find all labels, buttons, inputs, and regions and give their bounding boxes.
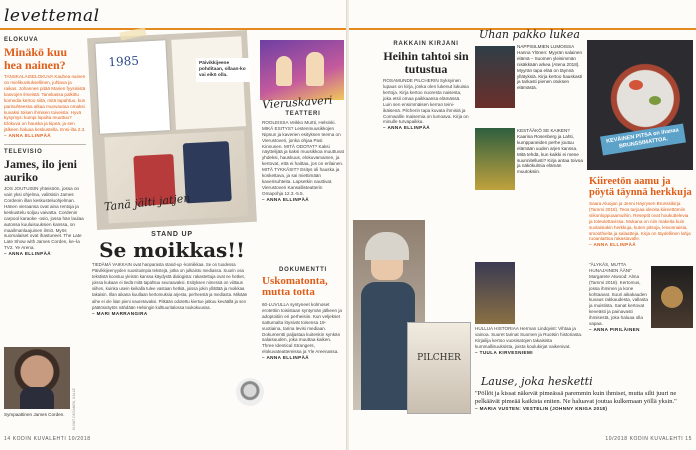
standup-body: TIEDÄMÄ VAIKKAIN ovat hanparasta stand-up -komiikkaa. Se on tuodessa Päivikkijeenyyden suosituimpia tekstejä, jotka on julkaistu mediassa. Suurin osa tekstistä koostuu yleisön kanssa käydystä dialogista: rakastettuja ovat ne hetket, joissa kukaan ei tiedä mitä tapahtuu seuraavaksi. Esityksen nimessä on viittaus siihen, kuinka usein keikalla tulee vastaan hetkiä, joissa jokin yllättää ja moikkaa takaisin. Illan aikana kuullaan kertomuksia arjesta, perheestä ja mediasta. Mikään aihe ei ole liian pieni nauretavaksi. Pitkään odotettu kiertue jatkuu keväällä ja sen päätösnäytös nähdään Helsingin kulttuuritalossa toukokuussa. — [92, 262, 248, 310]
dokumentti-kicker: DOKUMENTTI — [279, 267, 327, 273]
kirjat-headline: Heihin tahtoi sin tutustua — [383, 48, 469, 76]
page-number-right: 10/2018 KODIN KUVALEHTI 15 — [605, 436, 692, 442]
televisio-body: JOS JOUTUISIN yhteisöön, jossa on vain yksi ohjelma, valitsisin James Cordenin illan keskusteluohjelman. Hänen vieraansa ovat aina rentoja ja keskustelu soljuu vaivatta. Cordenin carpool karaoke -osio, jossa hän laulaa autossa kuuluisuuksien kanssa, on maailmanlaajuinen ilmiö. Myös suomalaiset ovat ihastuneet. The Late Late Show with James Corden, ke–la TV2. Ye Arena. — [4, 186, 84, 251]
kestaako-book-cover — [475, 128, 515, 190]
myyra-book-cover — [475, 46, 515, 108]
notebook-caption: Päivikkijeene pohditaan, ollaan-ko vai eikö olla. — [196, 58, 250, 82]
notebook-handwritten-label: Tanä jälti jatjen — [103, 191, 191, 214]
kirjat-byline: – ANNA ELLINPÄÄ — [383, 125, 431, 131]
quote-block — [475, 390, 685, 412]
hullua-book-cover — [475, 262, 515, 324]
corden-caption: Sympaattinen James Corden. — [4, 412, 65, 417]
dokumentti-body: 60-LUVULLA syntyneet kolmoset erotettiin toisistaan syntymän jälkeen ja adoptoitiin eri perheisiin. Kun veljekset sattumalta löysivät toisensa 19-vuotiaina, tarina levisi mediaan. Dokumentti paljastaa kuitenkin synkän salaisuuden, joka muuttaa kaiken. Three Identical Strangers, elokuvateattereissa ja Yle Areenassa. — [262, 302, 342, 355]
alma-body: "ÄLYKÄS, MUTTA HUNAJAINEN ÄÄNI" Margarete Atwood: Alma (Tammi 2018). Kertomus, jossa ihminen ja kone kohtaavat. Suuri aikakauden kuvaus rakkaudesta, vallasta ja muistista. Sanat kertovat keveästi ja painavasti ihmisestä, joka haluaa olla vapaa. — [589, 262, 648, 327]
televisio-headline: James, ilo jeni auriko — [4, 156, 77, 184]
hullua-text: HULLUA HISTORIAA Herman Lindqvist: Vihtaa ja vainoa. Suuret tarinat Suomen ja Ruotsin historiasta. Kirjailija kertoo vuosisatojen takaisista kummallisuuksista, joista koulukirjat vaikenivat. — [475, 326, 583, 349]
corden-photo — [4, 347, 70, 409]
photo-credit: KUVAT OKSANEN, KALLE — [72, 387, 76, 430]
kirjat-body: ROSAMUNDE PILCHERIN Syksyinen lupaus on kirja, jonka olen lukenut lukuisia kertoja. Kirja kertoo nuoresta naisesta, joka etsii omaa paikkaansa elämässä. Luin sen ensimmäisen kerran teini-ikäisenä. Pilcherin tapa kuvata ihmisiä ja Cornwallin maisemia on lumoava. Kirja on minulle turvapaikka. — [383, 78, 469, 125]
teatteri-handwritten-label: Vieruskaveri — [261, 93, 333, 112]
teatteri-byline: – ANNA ELLINPÄÄ — [262, 196, 310, 202]
right-page — [349, 0, 696, 450]
quote-text: "Pöllöt ja kissat näkevät pimeässä paremmin kuin ihmiset, mutta silti juuri ne pelkäävät pimeää kaikista eniten. Ne haluavat joutua kulkemaan yöllä yksin." — [475, 390, 677, 405]
alma-column — [589, 262, 649, 333]
left-page — [0, 0, 347, 450]
cookbook-headline: Kiireetön aamu ja pöytä täynnä herkkuja — [589, 176, 692, 199]
pilcher-book-cover: PILCHER — [407, 322, 471, 414]
elokuva-headline: Minäkö kuu hea nainen? — [4, 44, 68, 72]
standup-kicker: STAND UP — [151, 231, 193, 238]
dokumentti-headline: Uskomatonta, mutta totta — [262, 274, 328, 299]
alma-byline: – ANNA PIRILÄINEN — [589, 326, 640, 332]
elokuva-column — [4, 38, 86, 257]
cookbook-body: Saara Aluojan ja Jenni Häyrysen Brunssikirja (Tammi 2018). Teos tarjoaa ideoita kiireettömiin viikonloppuaamuihin. Reseptit ovat houkuttelevia ja toteutettavissa. Mukana on niin makeita kuin suolaisiakin herkkuja, kuten pitsoja, leivonnaisia, smoothieita ja salaatteja. Kirja on täydellinen lahja ruoanlaittoa rakastavalle. — [589, 201, 691, 242]
kirjat-column — [383, 42, 469, 131]
quote-byline: – MARIA VUSTEN: VESTELIN (JOHNNY KNIGA 2018) — [475, 406, 608, 412]
new-books-handwritten-label: Uhan pakko lukea — [479, 28, 580, 41]
divider — [4, 144, 86, 145]
alma-book-cover — [651, 266, 693, 328]
hullua-blurb — [475, 326, 583, 356]
banner-rule — [0, 28, 347, 30]
standup-headline: Se moikkas!! — [99, 237, 245, 262]
notebook-photo: 1985 — [87, 30, 257, 230]
elokuva-body: TANSKALAISELOKUVA Kauhea nainen on mielikuvituksellinen, juhlava ja raikas. Johannes pitää Marien fyysisistä kasvojen ilmeistä. Tanskassa palkittu komedia kertoo siitä, mitä tapahtuu, kun parisuhteessa alkaa muovautua omaksi kuvaksi toisen ihmisen toiveista. Hyvä kysymys: kumpi lopulta muuttuu? Elokuva on hauska ja kipeä, ja sen jälkeen haluaa keskustella. Ensi-ilta 2.3. — [4, 74, 86, 133]
new-books-byline: – TUULA KIRVESNIEMI — [475, 349, 533, 355]
teatteri-body: ROOLEISSA Veikko Murtti, Helsinki. MIKÄ ESITYS? Lestenmuusikkojen Nipsun ja kaverien esityksen teema on Vierustoveri, jonka ohjaa Pasi Kinnunen. MITÄ ODOTAT? Kaksi näyttelijää ja kaksi muusikkoa muuttuvat yhdeksi, hauskuus, elokuvamainen, ja kertovat, että ei haittaa, jos on erilainen. MITÄ TYKKÄSIT? Esitys oli hauska ja koskettava, ja sai miettimään kaverisuhteita. Lapsetkin nauttivat. Vierustoveri Kansallisteatterin Omapohja 12.3.-5.5. — [262, 119, 344, 196]
cookbook-byline: – ANNA ELLINPÄÄ — [589, 242, 637, 248]
standup-byline: – MARI MARRANGIRA — [92, 310, 148, 316]
dokumentti-byline: – ANNA ELLINPÄÄ — [262, 355, 310, 361]
kirjat-kicker: RAKKAIN KIRJANI — [393, 41, 459, 47]
page-number-left: 14 KODIN KUVALEHTI 10/2018 — [4, 436, 91, 442]
cookbook-badge: KEVÄINEN PITSA on ihanaa BRUNSSIMATTOA. — [600, 124, 686, 156]
teatteri-column — [262, 112, 344, 203]
cookbook-column — [589, 176, 693, 248]
dokumentti-column — [262, 268, 344, 361]
televisio-kicker: TELEVISIO — [4, 149, 43, 156]
elokuva-byline: – ANNA ELLINPÄÄ — [4, 133, 52, 139]
quote-handwritten-label: Lause, joka hesketti — [481, 375, 593, 388]
section-banner: levettemal — [4, 6, 100, 26]
standup-header — [92, 232, 252, 261]
standup-column — [92, 262, 252, 317]
teatteri-kicker: TEATTERI — [285, 111, 321, 117]
kestaako-blurb: KESTÄÄKÖ SE KAIKEN? Kaarina Rosenberg ja Lahti, kumppaneiden perhe joutuu elämään uuden arjen kanssa. Mitä tehdä, kun kaikki ei mene suunnitellusti? Kirja antaa toivoa ja näkökulmia elämän muutoksiin. — [517, 128, 583, 175]
elokuva-kicker: ELOKUVA — [4, 37, 39, 43]
theatre-photo — [260, 40, 344, 100]
triplets-photo — [236, 378, 264, 406]
televisio-byline: – ANNA ELLINPÄÄ — [4, 251, 52, 257]
nappisilmien-blurb: NAPPISILMIEN LUMOISSA Hanna Ylönen: Myyrän salainen elämä – Suomen yleisimmän nisäkkään arkea (Atena 2018). Myyrän tapa elää on täynnä yllätyksiä. Kirja kertoo hauskasti ja tarkasti pienen otuksen elämästä. — [517, 44, 583, 91]
